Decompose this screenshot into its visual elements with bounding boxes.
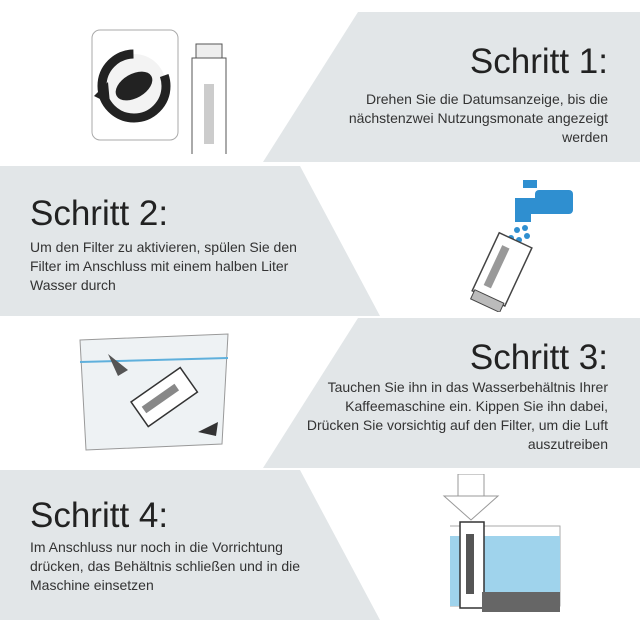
step-1-title: Schritt 1: (469, 42, 608, 81)
step-4-row (0, 470, 640, 620)
step-4-title: Schritt 4: (30, 496, 169, 535)
date-dial-icon (88, 24, 238, 154)
step-3-row (0, 318, 640, 468)
step-2-title: Schritt 2: (30, 194, 169, 233)
water-tank-icon (78, 332, 248, 457)
step-1-description: Drehen Sie die Datumsanzeige, bis die nächstenzwei Nutzungsmonate angezeigt werden (348, 91, 608, 145)
step-3-description: Tauchen Sie ihn in das Wasserbehältnis Ihrer Kaffeemaschine ein. Kippen Sie ihn dabei, Drücken Sie vorsichtig auf den Filter, um die Luft auszutreiben (306, 379, 608, 452)
step-2-description: Um den Filter zu aktivieren, spülen Sie den Filter im Anschluss mit einem halben Liter Wasser durch (30, 239, 297, 293)
step-3-title: Schritt 3: (469, 338, 608, 377)
step-4-description: Im Anschluss nur noch in die Vorrichtung drücken, das Behältnis schließen und in die Maschine einsetzen (30, 539, 301, 593)
step-2-row (0, 166, 640, 316)
water-tap-icon (455, 172, 585, 312)
step-1-row (0, 12, 640, 162)
push-down-arrow-icon (430, 474, 570, 619)
